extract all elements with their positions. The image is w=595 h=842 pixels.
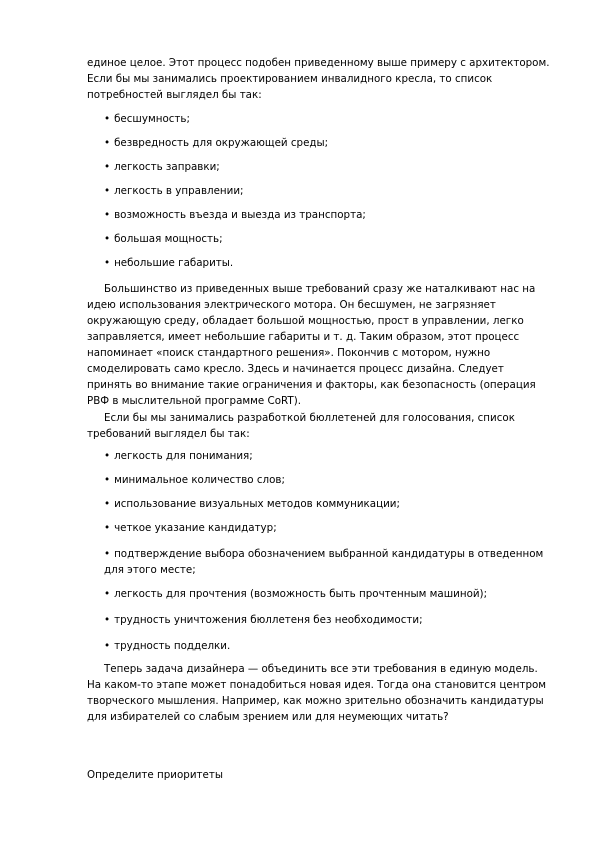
list-item-text: трудность подделки. [114, 640, 231, 652]
bullet-icon: • [104, 474, 111, 486]
bullet-icon: • [104, 233, 111, 245]
list-item [104, 520, 552, 536]
bullet-icon: • [104, 185, 111, 197]
list-item-text: небольшие габариты. [114, 257, 234, 269]
bullet-icon: • [104, 498, 111, 510]
list-item-text: легкость заправки; [114, 161, 220, 173]
bullet-icon: • [104, 588, 111, 600]
list-item [104, 207, 552, 223]
list-item [104, 472, 552, 488]
body-paragraph: Если бы мы занимались разработкой бюллетеней для голосования, список требований выглядел бы так: [87, 412, 515, 440]
list-item-text: бесшумность; [114, 113, 190, 125]
section-heading: Определите приоритеты [87, 769, 223, 781]
list-item [104, 638, 552, 654]
bullet-icon: • [104, 161, 111, 173]
list-item-text: четкое указание кандидатур; [114, 522, 277, 534]
list-item-text: использование визуальных методов коммуникации; [114, 498, 400, 510]
list-item [104, 612, 552, 628]
bullet-icon: • [104, 522, 111, 534]
list-item [104, 135, 552, 151]
list-item [104, 111, 552, 127]
list-item-text: подтверждение выбора обозначением выбранной кандидатуры в отведенном для этого месте; [104, 548, 544, 576]
bullet-icon: • [104, 257, 111, 269]
list-item-text: большая мощность; [114, 233, 223, 245]
list-item-text: легкость для прочтения (возможность быть прочтенным машиной); [114, 588, 488, 600]
bullet-icon: • [104, 640, 111, 652]
list-item-text: безвредность для окружающей среды; [114, 137, 329, 149]
bullet-icon: • [104, 450, 111, 462]
list-item [104, 496, 552, 512]
body-paragraph: Большинство из приведенных выше требований сразу же наталкивают нас на идею использования электрического мотора. Он бесшумен, не загрязняет окружающую среду, обладает большой мощностью, прост в управлении, легко заправляется, имеет небольшие габариты и т. д. Таким образом, этот процесс напоминает «поиск стандартного решения». Покончив с мотором, нужно смоделировать само кресло. Здесь и начинается процесс дизайна. Следует принять во внимание такие ограничения и факторы, как безопасность (операция РВФ в мыслительной программе CoRT). [87, 283, 536, 407]
list-item [104, 586, 552, 602]
bullet-icon: • [104, 614, 111, 626]
list-item-text: легкость для понимания; [114, 450, 253, 462]
body-paragraph: Теперь задача дизайнера — объединить все эти требования в единую модель. На каком-то этапе может понадобиться новая идея. Тогда она становится центром творческого мышления. Например, как можно зрительно обозначить кандидатуры для избирателей со слабым зрением или для неумеющих читать? [87, 663, 547, 723]
list-item [104, 448, 552, 464]
list-item-text: минимальное количество слов; [114, 474, 285, 486]
list-item-text: легкость в управлении; [114, 185, 244, 197]
bullet-icon: • [104, 548, 111, 560]
list-item [104, 183, 552, 199]
list-item [104, 546, 552, 578]
list-item [104, 159, 552, 175]
bullet-icon: • [104, 113, 111, 125]
intro-paragraph: единое целое. Этот процесс подобен приведенному выше примеру с архитектором. Если бы мы занимались проектированием инвалидного кресла, то список потребностей выглядел бы так: [87, 57, 550, 101]
list-item-text: трудность уничтожения бюллетеня без необходимости; [114, 614, 423, 626]
list-item [104, 255, 552, 271]
list-item [104, 231, 552, 247]
list-item-text: возможность въезда и выезда из транспорта; [114, 209, 366, 221]
bullet-icon: • [104, 137, 111, 149]
bullet-icon: • [104, 209, 111, 221]
